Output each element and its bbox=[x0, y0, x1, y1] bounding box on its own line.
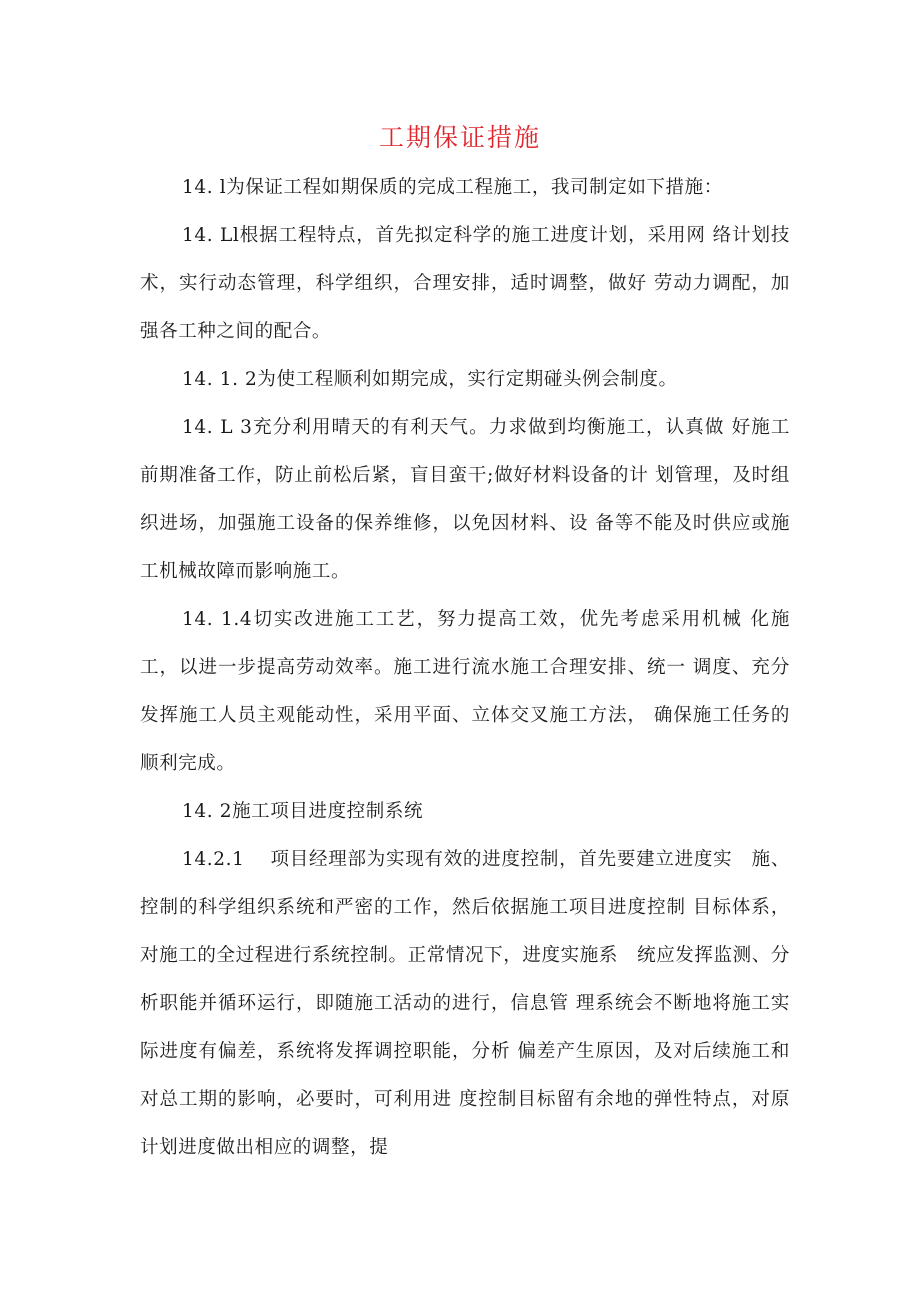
paragraph-14-1: 14. l为保证工程如期保质的完成工程施工，我司制定如下措施： bbox=[182, 177, 723, 198]
document-title: 工期保证措施 bbox=[378, 123, 541, 152]
paragraph-14-2: 14. 2施工项目进度控制系统 bbox=[182, 801, 424, 822]
paragraph-14-1-1: 14. Ll根据工程特点，首先拟定科学的施工进度计划，采用网 络计划技术，实行动态管理，科学组织，合理安排，适时调整，做好 劳动力调配，加强各工种之间的配合。 bbox=[140, 225, 790, 342]
document-body bbox=[140, 164, 790, 1172]
paragraph-14-2-1: 14.2.1 项目经理部为实现有效的进度控制，首先要建立进度实 施、控制的科学组织系统和严密的工作，然后依据施工项目进度控制 目标体系，对施工的全过程进行系统控制。正常情况下，进度实施系 统应发挥监测、分析职能并循环运行，即随施工活动的进行，信息管 理系统会不断地将施工实际进度有偏差，系统将发挥调控职能，分析 偏差产生原因，及对后续施工和对总工期的影响，必要时，可利用进 度控制目标留有余地的弹性特点，对原计划进度做出相应的调整，提 bbox=[140, 849, 790, 1158]
paragraph-14-1-4: 14. 1.4切实改进施工工艺，努力提高工效，优先考虑采用机械 化施工，以进一步提高劳动效率。施工进行流水施工合理安排、统一 调度、充分发挥施工人员主观能动性，采用平面、立体交叉施工方法， 确保施工任务的顺利完成。 bbox=[140, 609, 790, 774]
paragraph-14-1-2: 14. 1. 2为使工程顺利如期完成，实行定期碰头例会制度。 bbox=[182, 369, 678, 390]
paragraph-14-1-3: 14. L 3充分利用晴天的有利天气。力求做到均衡施工，认真做 好施工前期准备工作，防止前松后紧，盲目蛮干;做好材料设备的计 划管理，及时组织进场，加强施工设备的保养维修，以免因材料、设 备等不能及时供应或施工机械故障而影响施工。 bbox=[140, 417, 790, 582]
